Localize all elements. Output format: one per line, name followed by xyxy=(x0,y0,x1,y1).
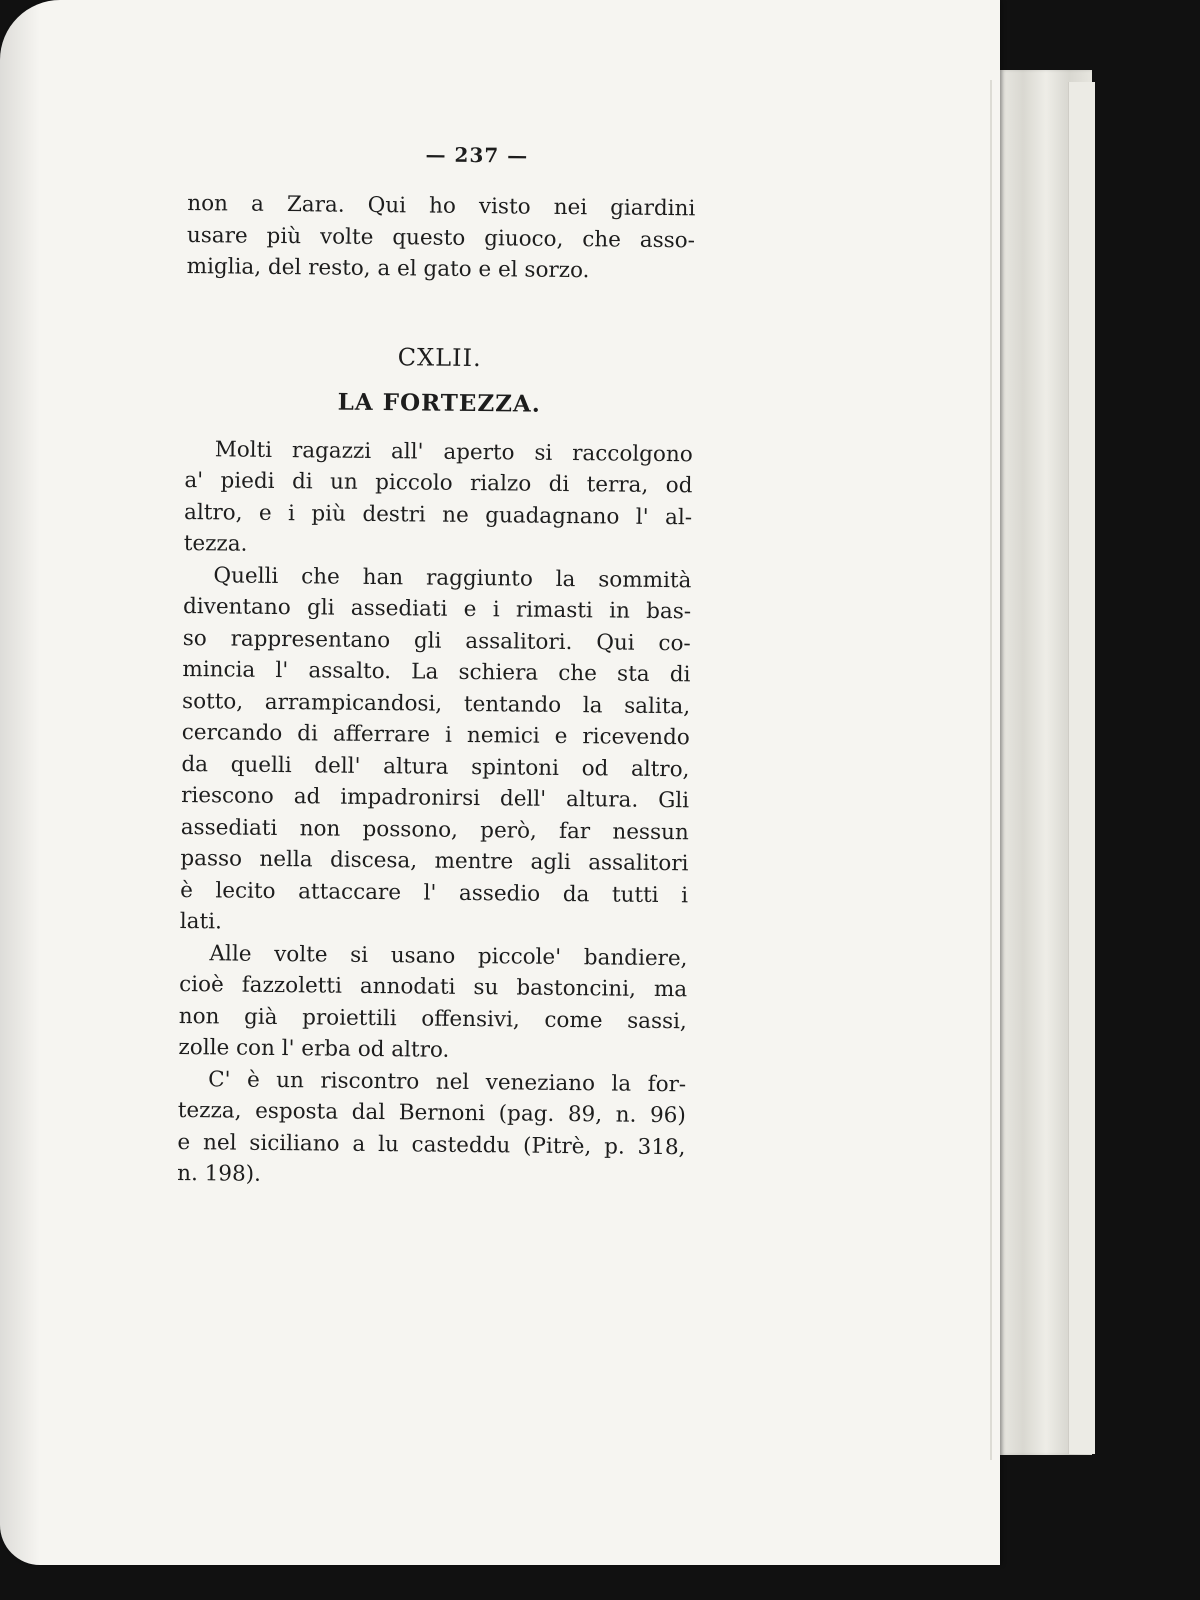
spine-shadow xyxy=(0,0,40,1565)
text-line: so rappresentano gli assalitori. Qui co- xyxy=(182,625,691,656)
text-line: lati. xyxy=(179,908,222,935)
paragraph-3 xyxy=(178,937,687,1068)
page-text xyxy=(177,140,696,1195)
text-line: Molti ragazzi all' aperto si raccolgono xyxy=(214,436,693,467)
text-line: altro, e i più destri ne guadagnano l' al- xyxy=(183,499,693,530)
text-line: n. 198). xyxy=(177,1160,262,1187)
text-line: usare più volte questo giuoco, che asso- xyxy=(186,222,696,253)
text-line: non già proiettili offensivi, come sassi, xyxy=(178,1003,687,1034)
text-line: e nel siciliano a lu casteddu (Pitrè, p. 318, xyxy=(177,1129,686,1160)
text-line: C' è un riscontro nel veneziano la for- xyxy=(208,1066,687,1097)
section-number: CXLII. xyxy=(397,342,482,372)
text-line: non a Zara. Qui ho visto nei giardini xyxy=(187,190,696,222)
text-line: Quelli che han raggiunto la sommità xyxy=(213,562,692,593)
text-line: tezza. xyxy=(183,530,248,557)
intro-paragraph xyxy=(187,188,696,288)
text-line: tezza, esposta dal Bernoni (pag. 89, n. 96) xyxy=(177,1097,686,1129)
paragraph-4 xyxy=(177,1063,686,1194)
book-cover-edge xyxy=(1068,82,1095,1454)
text-line: cercando di afferrare i nemici e ricevendo xyxy=(181,719,690,751)
text-line: riescono ad impadronirsi dell' altura. Gli xyxy=(181,782,690,814)
text-line: diventano gli assediati e i rimasti in bas- xyxy=(182,593,692,625)
text-line: a' piedi di un piccolo rialzo di terra, od xyxy=(184,467,693,499)
page-edge-line xyxy=(990,80,992,1460)
text-line: Alle volte si usano piccole' bandiere, xyxy=(209,940,688,971)
text-line: cioè fazzoletti annodati su bastoncini, ma xyxy=(179,971,688,1003)
page-number: — 237 — xyxy=(425,142,529,168)
section-title: LA FORTEZZA. xyxy=(337,388,541,418)
text-line: da quelli dell' altura spintoni od altro, xyxy=(181,751,690,782)
paragraph-2 xyxy=(180,559,692,942)
text-line: passo nella discesa, mentre agli assalitori xyxy=(180,845,689,877)
text-line: assediati non possono, però, far nessun xyxy=(180,814,689,845)
text-line: è lecito attaccare l' assedio da tutti i xyxy=(180,877,689,908)
text-line: miglia, del resto, a el gato e el sorzo. xyxy=(186,253,590,284)
paragraph-1 xyxy=(184,433,693,564)
text-line: sotto, arrampicandosi, tentando la salita, xyxy=(181,688,691,719)
text-line: zolle con l' erba od altro. xyxy=(178,1034,450,1063)
text-line: mincia l' assalto. La schiera che sta di xyxy=(182,656,691,688)
